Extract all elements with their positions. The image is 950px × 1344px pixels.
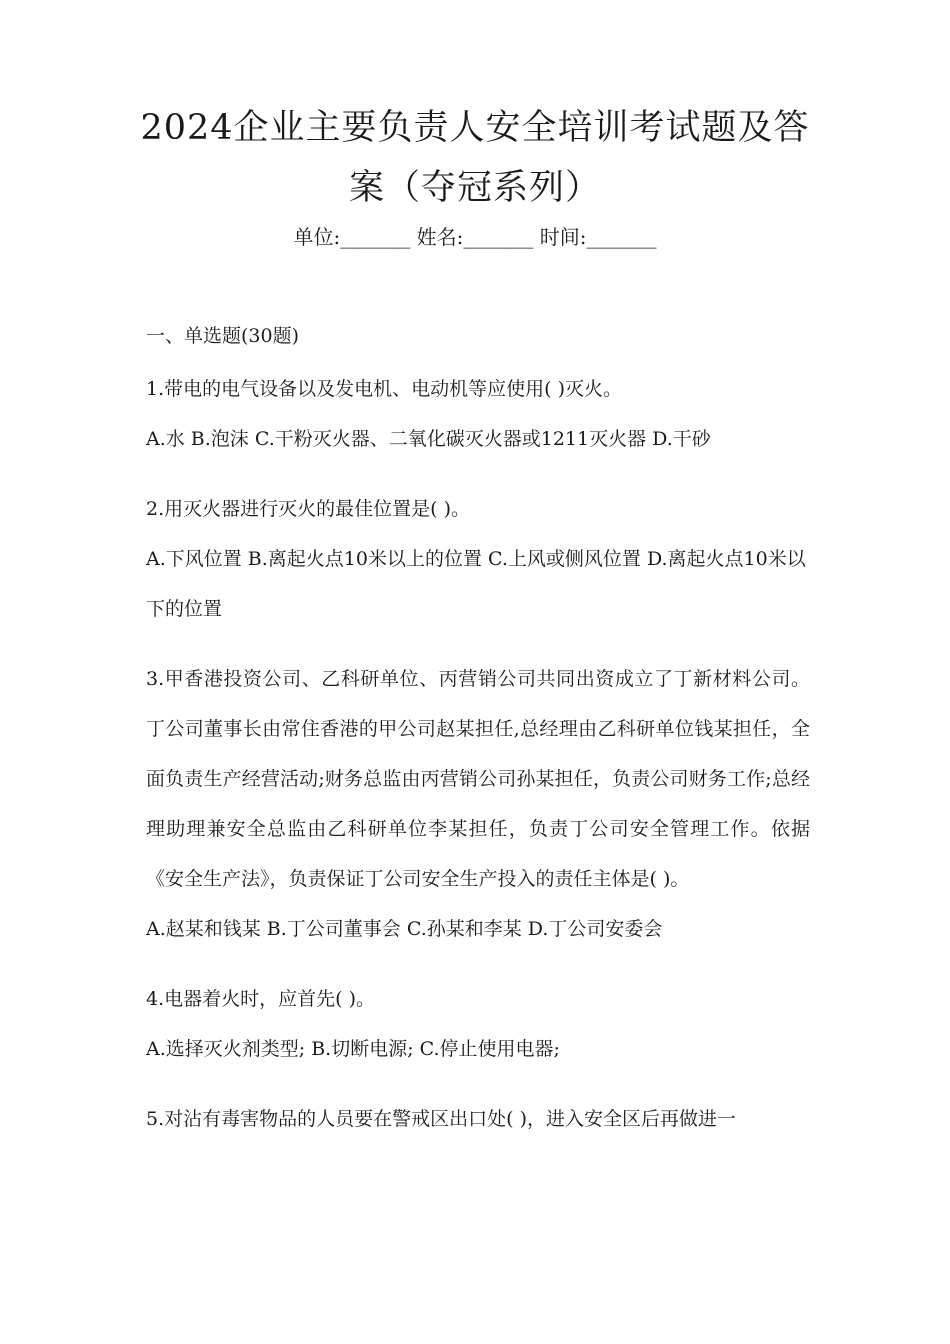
- question-options: A.下风位置 B.离起火点10米以上的位置 C.上风或侧风位置 D.离起火点10米以下的位置: [146, 548, 806, 620]
- question-4: [146, 974, 810, 1074]
- question-options: A.水 B.泡沫 C.干粉灭火器、二氧化碳灭火器或1211灭火器 D.干砂: [146, 428, 711, 450]
- title-line-1: 2024企业主要负责人安全培训考试题及答: [140, 108, 810, 148]
- section-heading: 一、单选题(30题): [146, 325, 300, 347]
- question-2: [146, 484, 810, 634]
- question-list: [146, 318, 810, 1144]
- question-stem: 3.甲香港投资公司、乙科研单位、丙营销公司共同出资成立了丁新材料公司。丁公司董事长由常住香港的甲公司赵某担任,总经理由乙科研单位钱某担任，全面负责生产经营活动;财务总监由丙营销公司孙某担任，负责公司财务工作;总经理助理兼安全总监由乙科研单位李某担任，负责丁公司安全管理工作。依据《安全生产法》，负责保证丁公司安全生产投入的责任主体是( )。: [146, 668, 810, 890]
- question-3: [146, 654, 810, 954]
- title-line-2: 案（夺冠系列）: [348, 168, 601, 208]
- question-stem: 1.带电的电气设备以及发电机、电动机等应使用( )灭火。: [146, 378, 622, 400]
- document-title: [100, 98, 850, 218]
- question-options: A.选择灭火剂类型; B.切断电源; C.停止使用电器;: [146, 1038, 560, 1060]
- question-1: [146, 364, 810, 464]
- exam-info-line: 单位:_______ 姓名:_______ 时间:_______: [293, 225, 657, 249]
- question-5: [146, 1094, 810, 1144]
- question-stem: 4.电器着火时，应首先( )。: [146, 988, 375, 1010]
- question-stem: 5.对沾有毒害物品的人员要在警戒区出口处( )，进入安全区后再做进一: [146, 1108, 736, 1130]
- question-stem: 2.用灭火器进行灭火的最佳位置是( )。: [146, 498, 470, 520]
- question-options: A.赵某和钱某 B.丁公司董事会 C.孙某和李某 D.丁公司安委会: [146, 918, 663, 940]
